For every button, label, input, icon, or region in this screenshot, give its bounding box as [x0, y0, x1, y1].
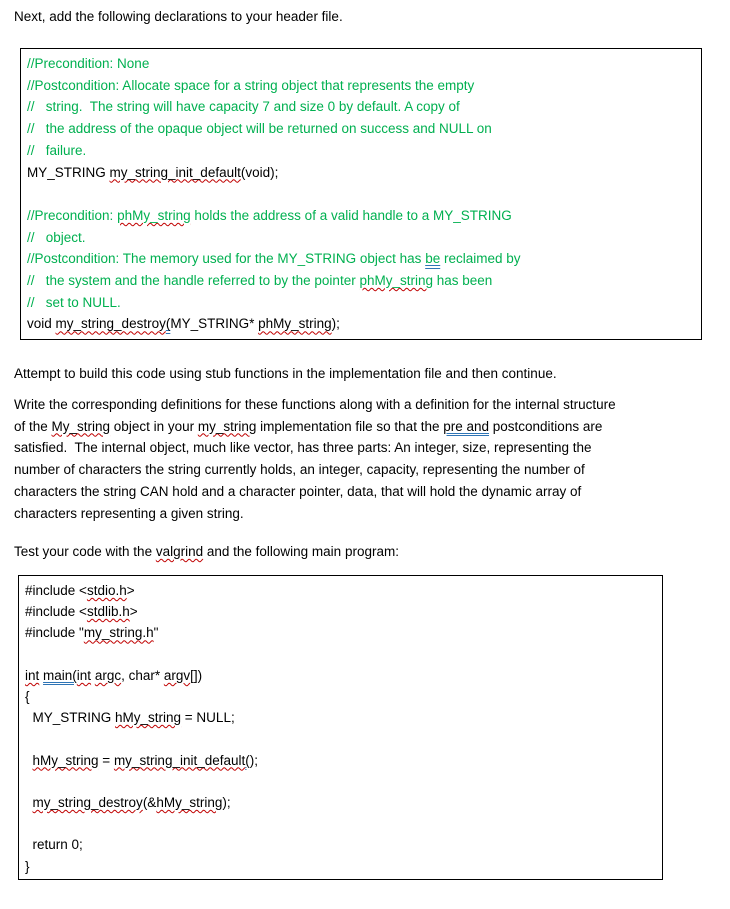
- text-line: [25, 601, 656, 622]
- text-segment: phMy_string: [117, 207, 191, 223]
- text-segment: phMy_string: [359, 273, 433, 289]
- text-segment: my_string: [197, 418, 257, 434]
- text-segment: // string. The string will have capacity 7 and size 0 by default. A copy of: [27, 99, 460, 115]
- text-segment: hMy_string: [156, 795, 223, 811]
- text-line: [27, 313, 695, 335]
- text-line: [14, 459, 616, 481]
- text-line: [27, 118, 695, 140]
- text-segment: my_string_destroy: [55, 316, 166, 332]
- text-line: [27, 205, 695, 227]
- paragraph-build-instruction: [14, 363, 557, 385]
- text-segment: (: [165, 316, 171, 332]
- text-segment: #include <: [25, 604, 87, 620]
- text-segment: Test your code with the: [14, 544, 156, 559]
- text-segment: hMy_string: [115, 710, 182, 726]
- text-segment: );: [331, 316, 340, 332]
- text-segment: // failure.: [27, 142, 87, 158]
- text-segment: >: [126, 583, 135, 598]
- text-segment: characters representing a given string.: [14, 505, 244, 521]
- text-segment: = NULL;: [181, 710, 235, 726]
- text-line: [25, 750, 656, 771]
- text-segment: MY_STRING: [27, 164, 110, 180]
- text-line: [27, 53, 695, 75]
- text-line: [25, 580, 656, 601]
- text-segment: number of characters the string currently holds, an integer, capacity, representing the number of: [14, 462, 585, 478]
- text-segment: Write the corresponding definitions for these functions along with a definition for the internal structure: [14, 397, 616, 412]
- text-segment: my_string_destroy: [32, 795, 143, 811]
- text-segment: My_string: [51, 418, 111, 434]
- text-segment: (&: [142, 795, 157, 811]
- text-line: [14, 437, 616, 459]
- text-segment: [25, 795, 33, 810]
- text-segment: , char*: [121, 667, 164, 683]
- text-segment: characters the string CAN hold and a character pointer, data, that will hold the dynamic array of: [14, 483, 582, 499]
- text-segment: and the following main program:: [203, 544, 399, 559]
- text-segment: //Postcondition: The memory used for the MY_STRING object has: [27, 251, 426, 267]
- header-declarations-box: [20, 48, 702, 340]
- text-segment: my_string_init_default: [113, 752, 246, 768]
- text-segment: int: [25, 667, 40, 683]
- text-segment: );: [222, 795, 231, 811]
- text-segment: (void);: [240, 164, 279, 180]
- text-segment: =: [98, 752, 114, 768]
- text-segment: argv: [163, 667, 191, 683]
- text-line: [27, 96, 695, 118]
- text-line: [14, 481, 616, 503]
- text-segment: hMy_string: [32, 752, 99, 768]
- text-line: [25, 644, 656, 665]
- text-segment: argc: [94, 667, 122, 683]
- text-line: [25, 834, 656, 855]
- text-segment: void: [27, 316, 56, 332]
- text-segment: satisfied. The internal object, much like vector, has three parts: An integer, size, representing the: [14, 440, 592, 456]
- text-segment: // the address of the opaque object will be returned on success and NULL on: [27, 121, 492, 137]
- text-line: [27, 183, 695, 205]
- intro-text: Next, add the following declarations to your header file.: [14, 9, 343, 24]
- text-line: [25, 792, 656, 813]
- text-segment: {: [25, 689, 30, 705]
- text-segment: (: [245, 752, 250, 768]
- text-line: [25, 728, 656, 749]
- text-segment: pre and: [443, 418, 490, 434]
- text-segment: be: [425, 251, 441, 267]
- text-segment: has been: [433, 273, 493, 289]
- text-segment: int: [76, 667, 92, 683]
- text-segment: object in your: [110, 418, 198, 434]
- text-segment: valgrind: [155, 544, 204, 559]
- text-segment: stdlib.h: [86, 604, 130, 620]
- text-line: [25, 707, 656, 728]
- text-segment: //Precondition: None: [27, 56, 150, 71]
- text-segment: #include <: [25, 583, 87, 598]
- text-line: [25, 771, 656, 792]
- text-segment: // set to NULL.: [27, 294, 121, 310]
- text-line: [14, 503, 616, 525]
- text-segment: ": [153, 625, 159, 641]
- text-segment: MY_STRING: [25, 710, 116, 726]
- paragraph-test-instruction: [14, 541, 399, 563]
- text-segment: [25, 753, 33, 768]
- text-segment: //Precondition:: [27, 207, 118, 223]
- text-line: [14, 416, 616, 438]
- text-segment: holds the address of a valid handle to a MY_STRING: [190, 207, 512, 223]
- text-segment: my_string.h: [83, 625, 154, 641]
- text-segment: // object.: [27, 229, 86, 245]
- text-line: [27, 292, 695, 314]
- text-segment: of the: [14, 418, 52, 434]
- text-segment: //Postcondition: Allocate space for a string object that represents the empty: [27, 77, 475, 93]
- text-segment: stdio.h: [86, 583, 127, 598]
- text-segment: implementation file so that the: [256, 418, 444, 434]
- text-line: [27, 162, 695, 184]
- text-segment: reclaimed by: [440, 251, 521, 267]
- paragraph-write-definitions: [14, 394, 616, 524]
- text-line: [27, 248, 695, 270]
- text-segment: }: [25, 858, 30, 874]
- main-program-box: [18, 575, 663, 880]
- text-segment: phMy_string: [258, 316, 332, 332]
- text-line: [14, 363, 557, 385]
- text-segment: main(: [43, 667, 77, 683]
- text-line: [25, 856, 656, 877]
- text-segment: postconditions are: [489, 418, 603, 434]
- text-line: [25, 665, 656, 686]
- text-line: [27, 227, 695, 249]
- text-segment: >: [129, 604, 138, 620]
- text-segment: return 0;: [25, 837, 83, 853]
- text-segment: []): [190, 667, 203, 683]
- text-segment: // the system and the handle referred to by the pointer: [27, 273, 360, 289]
- text-segment: );: [249, 752, 259, 768]
- text-segment: Attempt to build this code using stub functions in the implementation file and then continue.: [14, 366, 557, 381]
- text-line: [25, 686, 656, 707]
- text-line: [14, 541, 399, 563]
- text-segment: MY_STRING*: [170, 316, 259, 332]
- text-line: [25, 622, 656, 643]
- text-line: [27, 140, 695, 162]
- text-line: [14, 394, 616, 416]
- text-segment: #include ": [25, 625, 84, 641]
- text-line: [27, 270, 695, 292]
- text-segment: my_string_init_default: [109, 164, 241, 180]
- text-line: [27, 75, 695, 97]
- text-line: [25, 813, 656, 834]
